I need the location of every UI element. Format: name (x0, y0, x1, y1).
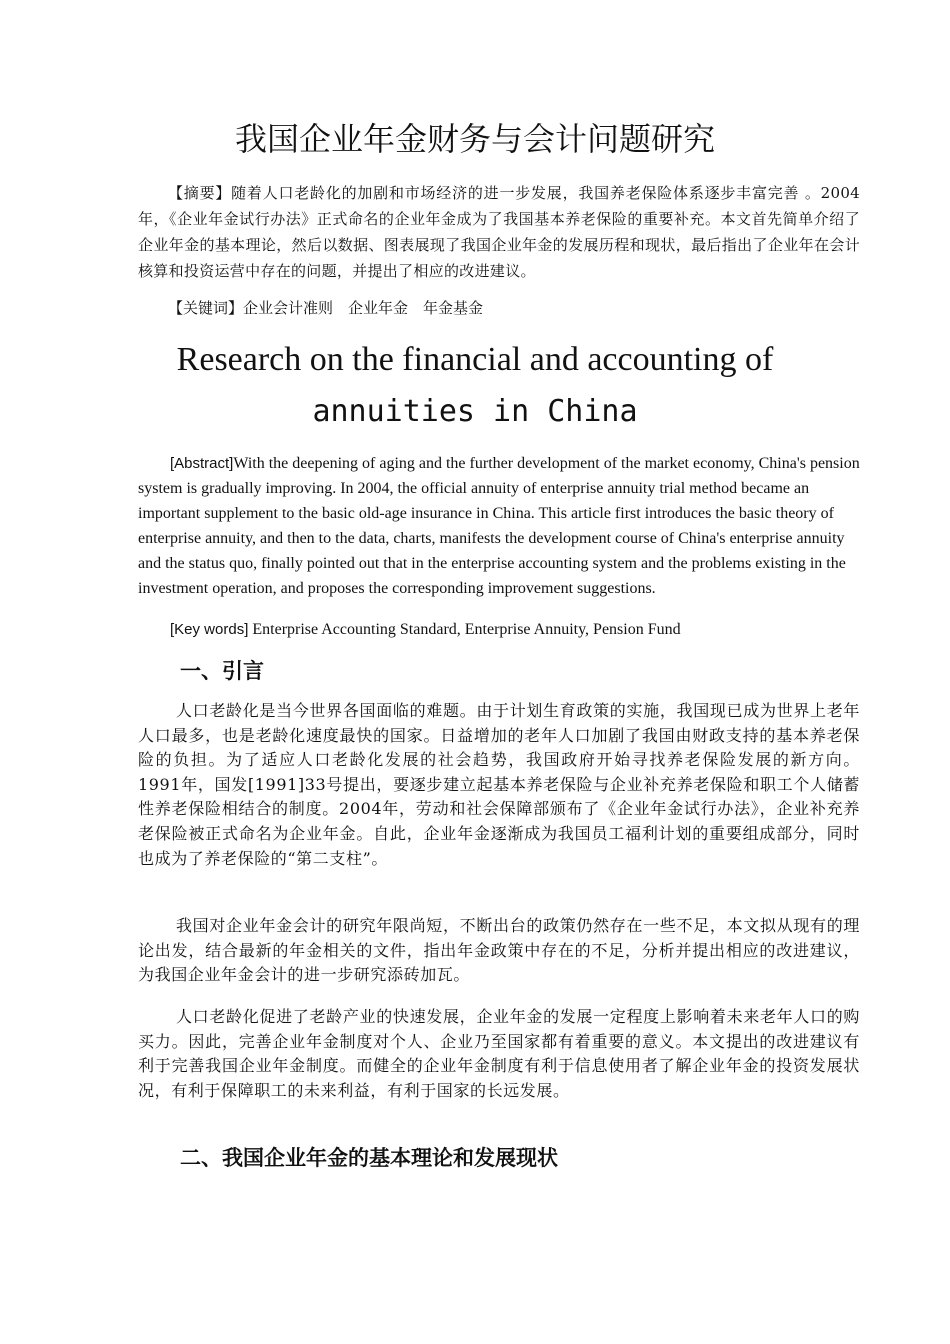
english-abstract (138, 451, 860, 601)
english-title-line-1: Research on the financial and accounting of (176, 341, 774, 378)
english-keywords-text: Enterprise Accounting Standard, Enterprise Annuity, Pension Fund (248, 621, 681, 638)
chinese-title: 我国企业年金财务与会计问题研究 (234, 120, 715, 158)
section-1-paragraph-3: 人口老龄化促进了老龄产业的快速发展，企业年金的发展一定程度上影响着未来老年人口的购买力。因此，完善企业年金制度对个人、企业乃至国家都有着重要的意义。本文提出的改进建议有利于完善我国企业年金制度。而健全的企业年金制度有利于信息使用者了解企业年金的投资发展状况，有利于保障职工的未来利益，有利于国家的长远发展。 (138, 1007, 860, 1100)
english-abstract-text: With the deepening of aging and the further development of the market economy, China's pension system is gradually improving. In 2004, the official annuity of enterprise annuity trial method became an important supplement to the basic old-age insurance in China. This article first introduces the basic theory of enterprise annuity, and then to the data, charts, manifests the development course of China's enterprise annuity and the status quo, finally pointed out that in the enterprise accounting system and the problems existing in the investment operation, and proposes the corresponding improvement suggestions. (138, 455, 860, 597)
chinese-keywords-label: 【关键词】 (168, 299, 244, 317)
chinese-abstract (138, 180, 860, 284)
section-1-heading: 一、引言 (180, 659, 264, 683)
english-keywords-label: [Key words] (170, 621, 249, 638)
chinese-keywords-text: 企业会计准则 企业年金 年金基金 (243, 299, 484, 317)
english-keywords (138, 617, 860, 642)
english-abstract-label: [Abstract] (170, 455, 234, 472)
section-1-paragraph-2: 我国对企业年金会计的研究年限尚短，不断出台的政策仍然存在一些不足，本文拟从现有的理论出发，结合最新的年金相关的文件，指出年金政策中存在的不足，分析并提出相应的改进建议，为我国企业年金会计的进一步研究添砖加瓦。 (138, 916, 860, 985)
section-2-heading: 二、我国企业年金的基本理论和发展现状 (180, 1146, 558, 1170)
chinese-abstract-text: 随着人口老龄化的加剧和市场经济的进一步发展，我国养老保险体系逐步丰富完善 。2004年，《企业年金试行办法》正式命名的企业年金成为了我国基本养老保险的重要补充。本文首先简单介绍了企业年金的基本理论，然后以数据、图表展现了我国企业年金的发展历程和现状，最后指出了企业年在会计核算和投资运营中存在的问题，并提出了相应的改进建议。 (138, 184, 861, 280)
chinese-abstract-label: 【摘要】 (168, 184, 232, 202)
english-title-line-2: annuities in China (312, 394, 638, 429)
chinese-keywords (138, 295, 860, 321)
section-1-paragraph-1: 人口老龄化是当今世界各国面临的难题。由于计划生育政策的实施，我国现已成为世界上老年人口最多，也是老龄化速度最快的国家。日益增加的老年人口加剧了我国由财政支持的基本养老保险的负担。为了适应人口老龄化发展的社会趋势，我国政府开始寻找养老保险发展的新方向。1991年，国发[1991]33号提出，要逐步建立起基本养老保险与企业补充养老保险和职工个人储蓄性养老保险相结合的制度。2004年，劳动和社会保障部颁布了《企业年金试行办法》，企业补充养老保险被正式命名为企业年金。自此，企业年金逐渐成为我国员工福利计划的重要组成部分，同时也成为了养老保险的“第二支柱”。 (138, 701, 860, 868)
